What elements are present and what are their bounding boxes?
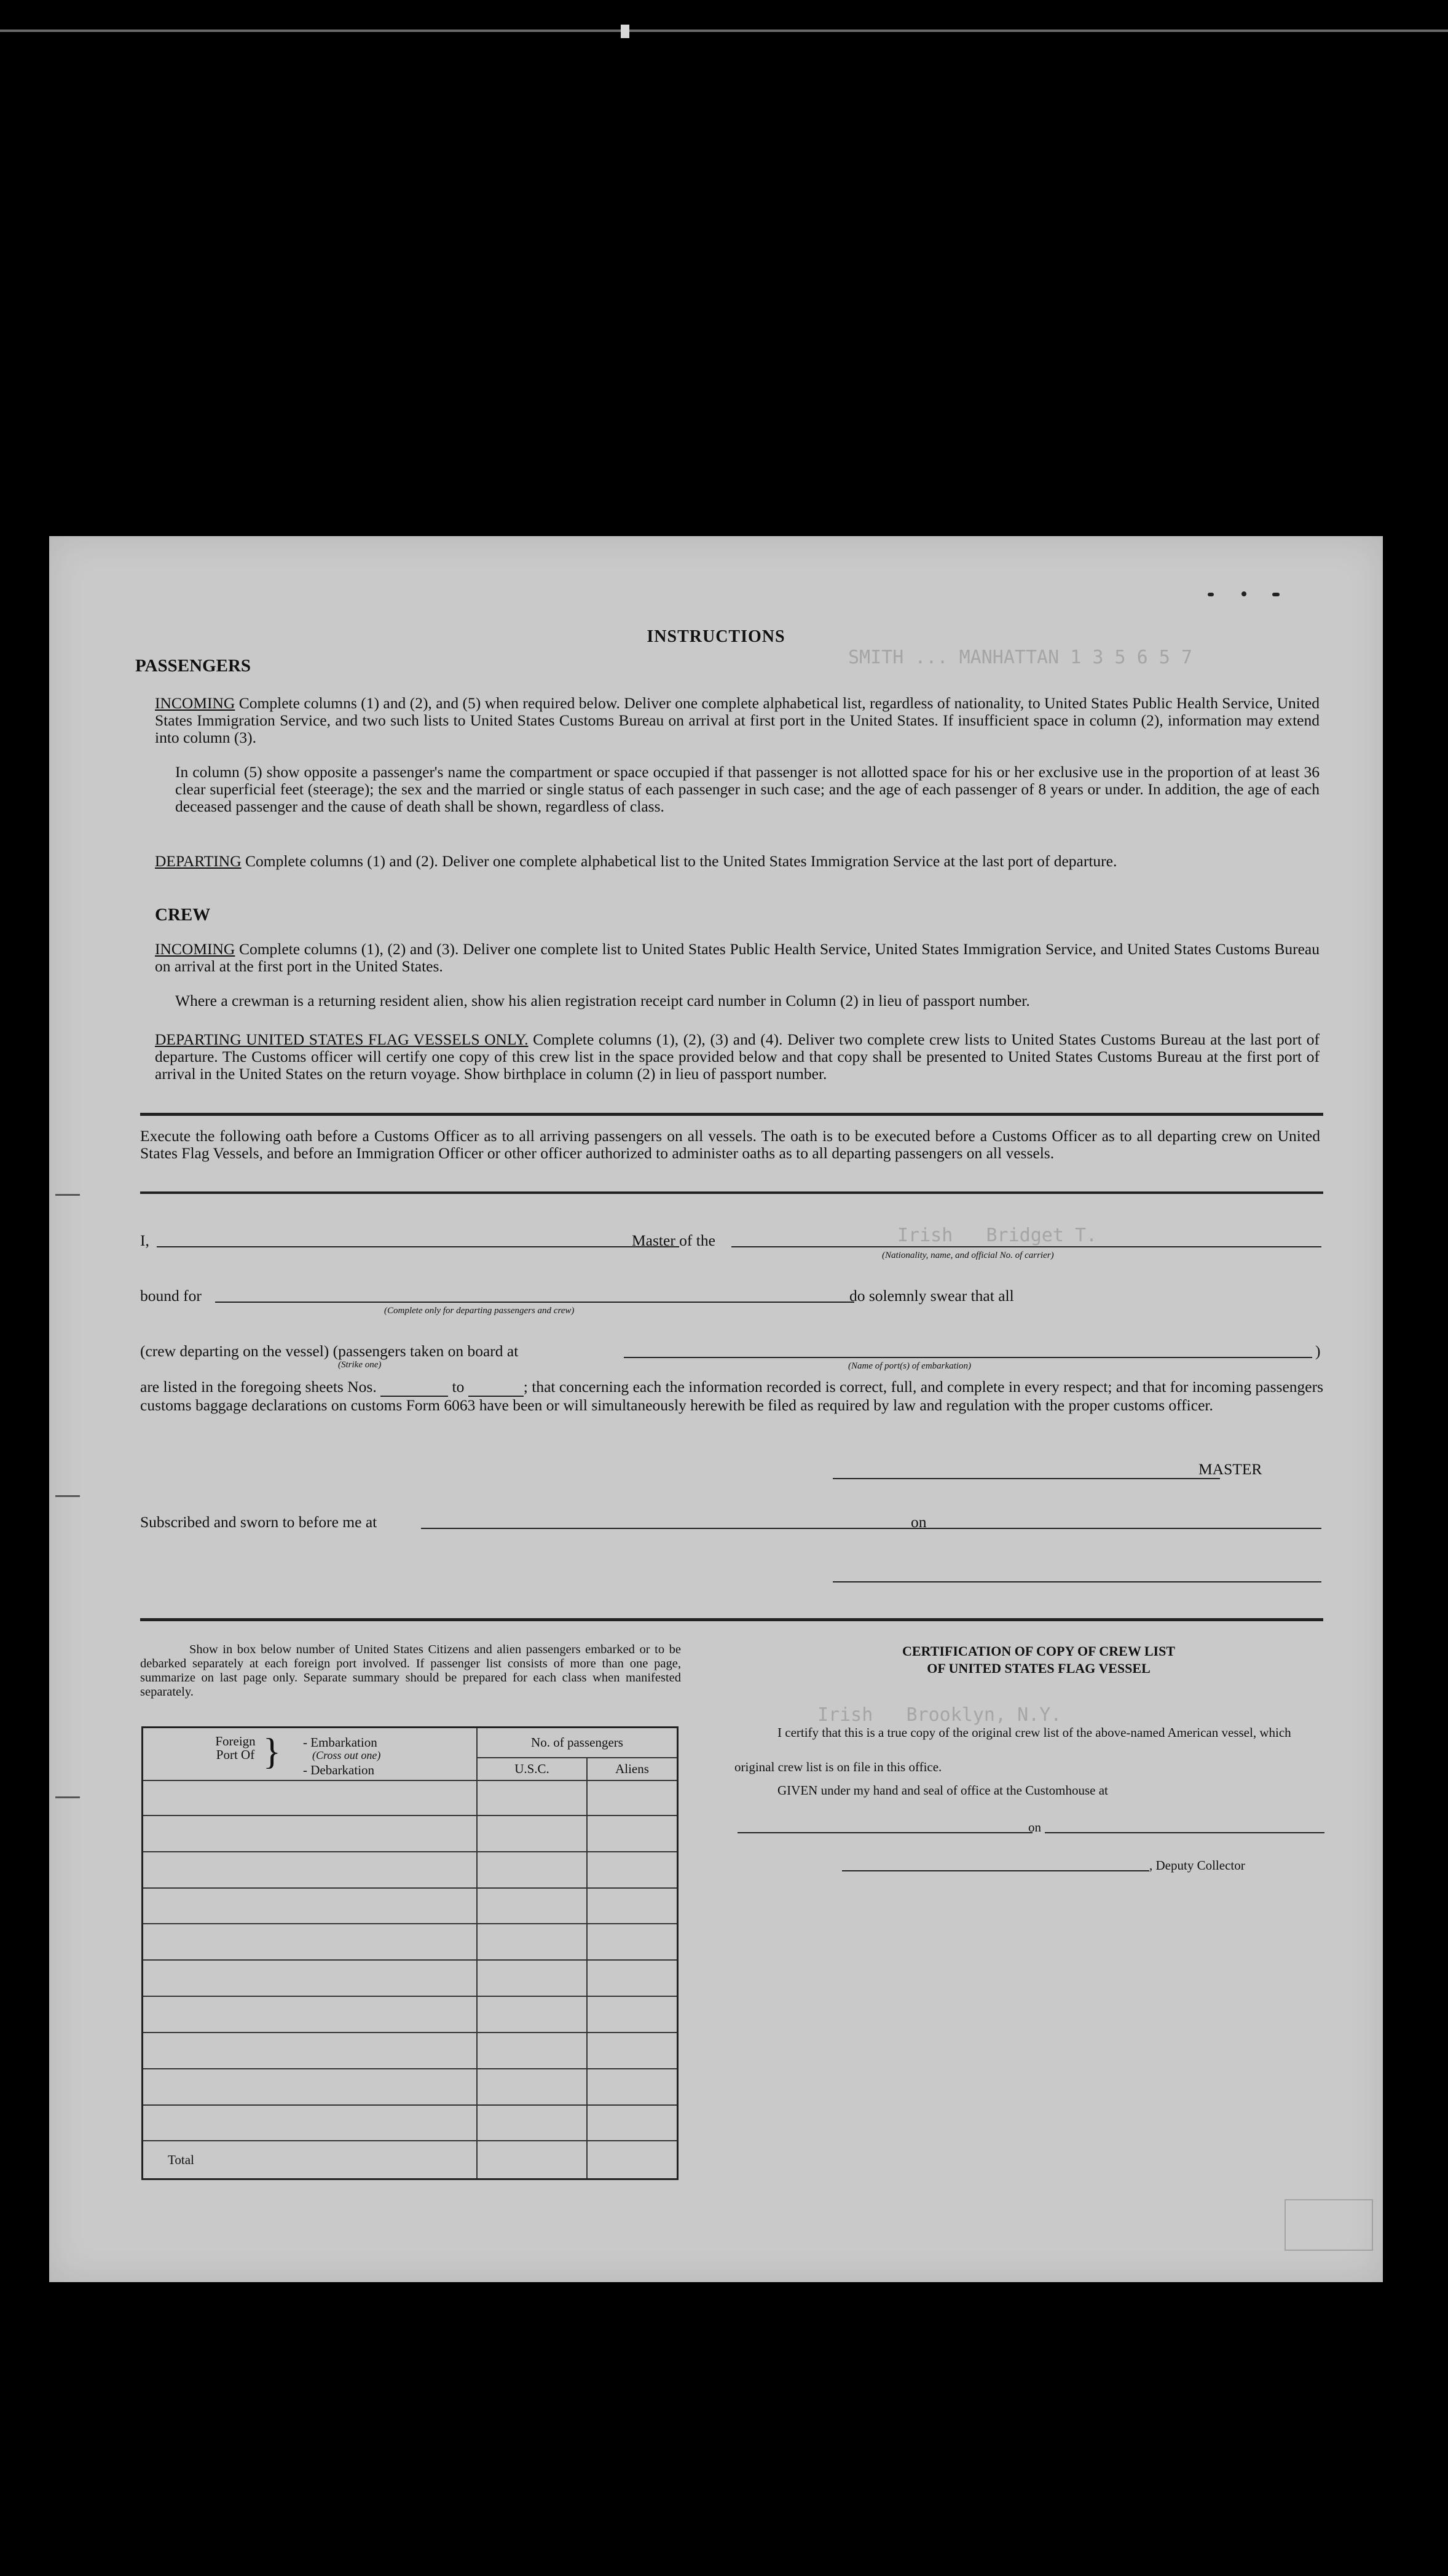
sheet-to-line[interactable]: [468, 1378, 524, 1397]
subscribed-place-line[interactable]: [421, 1528, 956, 1529]
column5-paragraph: In column (5) show opposite a passenger's name the compartment or space occupied if that passenger is not allotted space for his or her exclusive use in the proportion of at least 36 clear superficial feet (steerage); the sex and the married or single status of each passenger in such case; and the age of each passenger of 8 years or under. In addition, the age of each deceased passenger and the cause of death shall be shown, regardless of class.: [175, 763, 1320, 815]
strike-note: (Strike one): [338, 1360, 382, 1370]
page-title: INSTRUCTIONS: [647, 627, 785, 646]
crew-incoming-label: INCOMING: [155, 940, 235, 958]
passengers-heading: PASSENGERS: [135, 656, 251, 676]
certification-title: [762, 1643, 1315, 1677]
customhouse-line[interactable]: [738, 1832, 1033, 1833]
bound-for-line[interactable]: [215, 1302, 854, 1303]
master-label: MASTER: [1198, 1460, 1262, 1478]
sheet-from-line[interactable]: [380, 1378, 448, 1397]
foreign-port-label: Foreign Port Of: [215, 1734, 256, 1762]
concerning-text: ; that concerning each the information recorded is correct, full, and complete in every respect; and that for incoming passengers customs baggage declarations on customs Form 6063 have been or will simultaneously herewith be filed as required by law and regulation with the proper customs officer.: [140, 1378, 1324, 1414]
scan-registration-mark: [621, 25, 629, 38]
departing-label: DEPARTING: [155, 852, 242, 870]
table-row[interactable]: [143, 1815, 678, 1852]
speck: [1241, 591, 1246, 596]
table-row[interactable]: [143, 1996, 678, 2033]
close-paren: ): [1315, 1342, 1321, 1360]
section-divider: [140, 1113, 1323, 1116]
oath-intro: Execute the following oath before a Customs Officer as to all arriving passengers on all vessels. The oath is to be executed before a Customs Officer as to all departing crew on United States Flag Vessels, and before an Immigration Officer or other officer authorized to administer oaths as to all departing passengers on all vessels.: [140, 1127, 1320, 1162]
embarkation-port-line[interactable]: [624, 1357, 1312, 1358]
certification-title-line2: OF UNITED STATES FLAG VESSEL: [927, 1661, 1151, 1676]
bottom-divider: [140, 1618, 1323, 1621]
table-row[interactable]: [143, 2105, 678, 2141]
scan-border-line: [0, 30, 1448, 32]
usc-header: U.S.C.: [477, 1758, 587, 1780]
cross-out-note: (Cross out one): [312, 1749, 381, 1761]
bleed-through-text: Irish Brooklyn, N.Y.: [817, 1704, 1062, 1726]
faint-stamp-box: [1285, 2199, 1373, 2251]
port-note: (Name of port(s) of embarkation): [848, 1361, 971, 1371]
margin-tick: [55, 1495, 80, 1497]
total-label: Total: [143, 2141, 478, 2179]
debarkation-label: - Debarkation: [303, 1763, 375, 1777]
bleed-through-text: Irish Bridget T.: [897, 1225, 1098, 1246]
incoming-label: INCOMING: [155, 694, 235, 712]
passengers-departing-paragraph: [155, 853, 1320, 870]
resident-alien-paragraph: Where a crewman is a returning resident alien, show his alien registration receipt card number in Column (2) in lieu of passport number.: [175, 992, 1030, 1009]
oath-i-label: I,: [140, 1231, 149, 1249]
table-row[interactable]: [143, 1852, 678, 1888]
crew-incoming-paragraph: [155, 941, 1320, 975]
flag-vessels-label: DEPARTING UNITED STATES FLAG VESSELS ONLY.: [155, 1030, 529, 1048]
passenger-summary-table: [141, 1726, 679, 2180]
given-text: GIVEN under my hand and seal of office at the Customhouse at: [777, 1783, 1108, 1798]
subscribed-date-line[interactable]: [928, 1528, 1321, 1529]
deputy-collector-label: , Deputy Collector: [1149, 1858, 1245, 1873]
master-signature-line[interactable]: [833, 1478, 1220, 1479]
speck: [1272, 593, 1280, 596]
oath-divider: [140, 1191, 1323, 1194]
listed-paragraph: [140, 1378, 1323, 1414]
vessel-name-line[interactable]: [731, 1246, 1321, 1247]
complete-note: (Complete only for departing passengers and crew): [384, 1306, 575, 1316]
table-row[interactable]: [143, 2033, 678, 2069]
flag-vessels-paragraph: [155, 1031, 1320, 1083]
deputy-signature-line[interactable]: [842, 1870, 1149, 1871]
brace-glyph: }: [263, 1731, 281, 1772]
bound-for-label: bound for: [140, 1287, 202, 1305]
total-row[interactable]: [143, 2141, 678, 2179]
table-row[interactable]: [143, 1924, 678, 1960]
incoming-text: Complete columns (1) and (2), and (5) when required below. Deliver one complete alphabetical list, regardless of nationality, to United States Public Health Service, United States Immigration Service, and two such lists to United States Customs Bureau on arrival at first port in the United States. If insufficient space in column (2), information may extend into column (3).: [155, 694, 1320, 746]
certify-text: I certify that this is a true copy of the original crew list of the above-named American vessel, which original crew list is on file in this office.: [734, 1725, 1291, 1774]
master-name-line[interactable]: [157, 1246, 679, 1247]
port-header-cell: [143, 1728, 478, 1781]
subscribed-on-label: on: [911, 1513, 927, 1531]
crew-incoming-text: Complete columns (1), (2) and (3). Deliver one complete list to United States Public Health Service, United States Immigration Service, and United States Customs Bureau on arrival at the first port in the United States.: [155, 940, 1320, 975]
embarkation-label: - Embarkation: [303, 1735, 377, 1750]
listed-text: are listed in the foregoing sheets Nos.: [140, 1378, 377, 1396]
speck: [1208, 593, 1214, 596]
crew-departing-label: (crew departing on the vessel) (passengers taken on board at: [140, 1342, 519, 1360]
swear-label: do solemnly swear that all: [849, 1287, 1014, 1305]
table-row[interactable]: [143, 1960, 678, 1996]
passengers-incoming-paragraph: [155, 695, 1320, 746]
certification-date-line[interactable]: [1045, 1832, 1324, 1833]
document-page: [49, 536, 1383, 2282]
certification-title-line1: CERTIFICATION OF COPY OF CREW LIST: [902, 1643, 1175, 1659]
table-row[interactable]: [143, 1888, 678, 1924]
margin-tick: [55, 1796, 80, 1798]
nationality-note: (Nationality, name, and official No. of carrier): [882, 1250, 1054, 1260]
to-text: to: [452, 1378, 465, 1396]
officer-signature-line[interactable]: [833, 1581, 1321, 1582]
departing-text: Complete columns (1) and (2). Deliver one complete alphabetical list to the United States Immigration Service at the last port of departure.: [245, 852, 1117, 870]
margin-tick: [55, 1194, 80, 1196]
table-row[interactable]: [143, 2069, 678, 2105]
certification-on-label: on: [1028, 1820, 1041, 1835]
flag-vessels-text: Complete columns (1), (2), (3) and (4). Deliver two complete crew lists to United States Customs Bureau at the last port of departure. The Customs officer will certify one copy of this crew list in the space provided below and that copy shall be presented to United States Customs Bureau at the first port of arrival in the United States on the return voyage. Show birthplace in column (2) in lieu of passport number.: [155, 1030, 1320, 1083]
subscribed-label: Subscribed and sworn to before me at: [140, 1513, 377, 1531]
summary-instructions: Show in box below number of United States Citizens and alien passengers embarked or to be debarked separately at each foreign port involved. If passenger list consists of more than one page, summarize on last page only. Separate summary should be prepared for each class when manifested separately.: [140, 1643, 681, 1699]
master-of-label: Master of the: [632, 1231, 715, 1249]
aliens-header: Aliens: [587, 1758, 678, 1780]
no-passengers-header: No. of passengers: [477, 1728, 678, 1758]
table-row[interactable]: [143, 1780, 678, 1815]
bleed-through-text: SMITH ... MANHATTAN 1 3 5 6 5 7: [848, 647, 1192, 668]
crew-heading: CREW: [155, 905, 211, 925]
